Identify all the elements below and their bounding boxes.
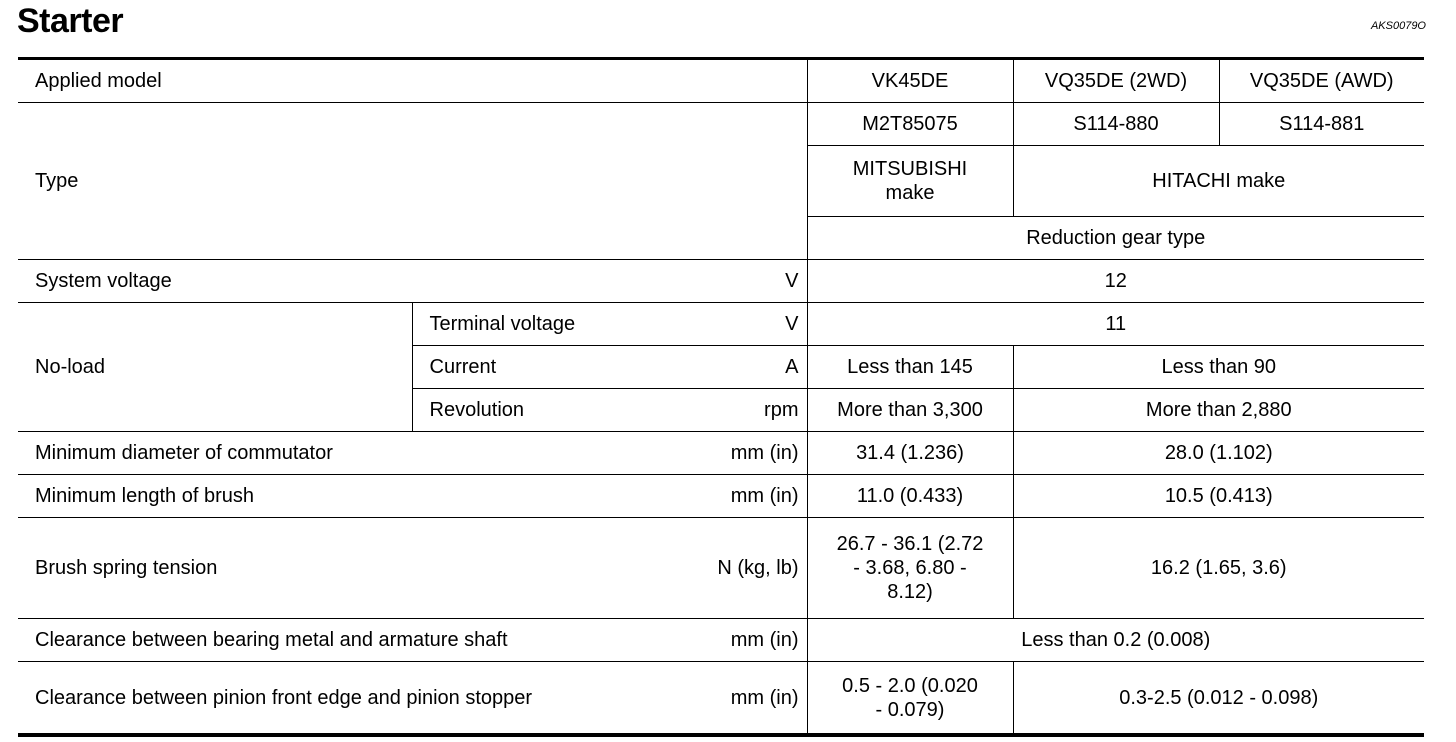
make-mitsubishi: MITSUBISHI make bbox=[807, 146, 1013, 217]
bearing-clearance-label: Clearance between bearing metal and armature shaft bbox=[18, 619, 717, 662]
part-number-vq35de-awd: S114-881 bbox=[1219, 103, 1424, 146]
system-voltage-value: 12 bbox=[807, 260, 1424, 303]
table-row-commutator bbox=[18, 432, 1424, 475]
spring-tension-vq35de: 16.2 (1.65, 3.6) bbox=[1013, 518, 1424, 619]
pinion-clearance-vk45de: 0.5 - 2.0 (0.020 - 0.079) bbox=[807, 662, 1013, 734]
current-unit: A bbox=[717, 346, 807, 389]
no-load-label: No-load bbox=[18, 303, 412, 432]
commutator-vk45de: 31.4 (1.236) bbox=[807, 432, 1013, 475]
brush-label: Minimum length of brush bbox=[18, 475, 717, 518]
model-vq35de-awd: VQ35DE (AWD) bbox=[1219, 60, 1424, 103]
terminal-voltage-value: 11 bbox=[807, 303, 1424, 346]
spring-tension-unit: N (kg, lb) bbox=[717, 518, 807, 619]
document-id: AKS0079O bbox=[1370, 20, 1426, 32]
bearing-clearance-value: Less than 0.2 (0.008) bbox=[807, 619, 1424, 662]
current-label: Current bbox=[412, 346, 717, 389]
brush-unit: mm (in) bbox=[717, 475, 807, 518]
current-vk45de: Less than 145 bbox=[807, 346, 1013, 389]
part-number-vq35de-2wd: S114-880 bbox=[1013, 103, 1219, 146]
terminal-voltage-label: Terminal voltage bbox=[412, 303, 717, 346]
terminal-voltage-unit: V bbox=[717, 303, 807, 346]
brush-vk45de: 11.0 (0.433) bbox=[807, 475, 1013, 518]
revolution-unit: rpm bbox=[717, 389, 807, 432]
system-voltage-unit: V bbox=[717, 260, 807, 303]
table-row-spring-tension bbox=[18, 518, 1424, 619]
table-row-pinion-clearance bbox=[18, 662, 1424, 734]
commutator-vq35de: 28.0 (1.102) bbox=[1013, 432, 1424, 475]
table-row-applied-model bbox=[18, 60, 1424, 103]
pinion-clearance-vq35de: 0.3-2.5 (0.012 - 0.098) bbox=[1119, 686, 1319, 709]
commutator-label: Minimum diameter of commutator bbox=[18, 432, 717, 475]
pinion-clearance-unit: mm (in) bbox=[717, 662, 807, 734]
table-row-brush bbox=[18, 475, 1424, 518]
model-vk45de: VK45DE bbox=[807, 60, 1013, 103]
gear-type: Reduction gear type bbox=[807, 217, 1424, 260]
make-hitachi: HITACHI make bbox=[1013, 146, 1424, 217]
table-row-terminal-voltage bbox=[18, 303, 1424, 346]
type-label: Type bbox=[18, 103, 807, 260]
table-row-bearing-clearance bbox=[18, 619, 1424, 662]
part-number-vk45de: M2T85075 bbox=[807, 103, 1013, 146]
bottom-rule bbox=[18, 733, 1424, 737]
revolution-label: Revolution bbox=[412, 389, 717, 432]
spring-tension-label: Brush spring tension bbox=[18, 518, 717, 619]
current-vq35de: Less than 90 bbox=[1013, 346, 1424, 389]
brush-vq35de: 10.5 (0.413) bbox=[1013, 475, 1424, 518]
starter-spec-table bbox=[18, 60, 1424, 733]
page-title: Starter bbox=[17, 2, 124, 40]
table-row-system-voltage bbox=[18, 260, 1424, 303]
model-vq35de-2wd: VQ35DE (2WD) bbox=[1013, 60, 1219, 103]
pinion-clearance-label: Clearance between pinion front edge and pinion stopper bbox=[35, 686, 533, 709]
revolution-vk45de: More than 3,300 bbox=[807, 389, 1013, 432]
applied-model-label: Applied model bbox=[18, 60, 807, 103]
table-row-type-part-number bbox=[18, 103, 1424, 146]
bearing-clearance-unit: mm (in) bbox=[717, 619, 807, 662]
revolution-vq35de: More than 2,880 bbox=[1013, 389, 1424, 432]
system-voltage-label: System voltage bbox=[18, 260, 717, 303]
commutator-unit: mm (in) bbox=[717, 432, 807, 475]
spring-tension-vk45de: 26.7 - 36.1 (2.72 - 3.68, 6.80 - 8.12) bbox=[807, 518, 1013, 619]
